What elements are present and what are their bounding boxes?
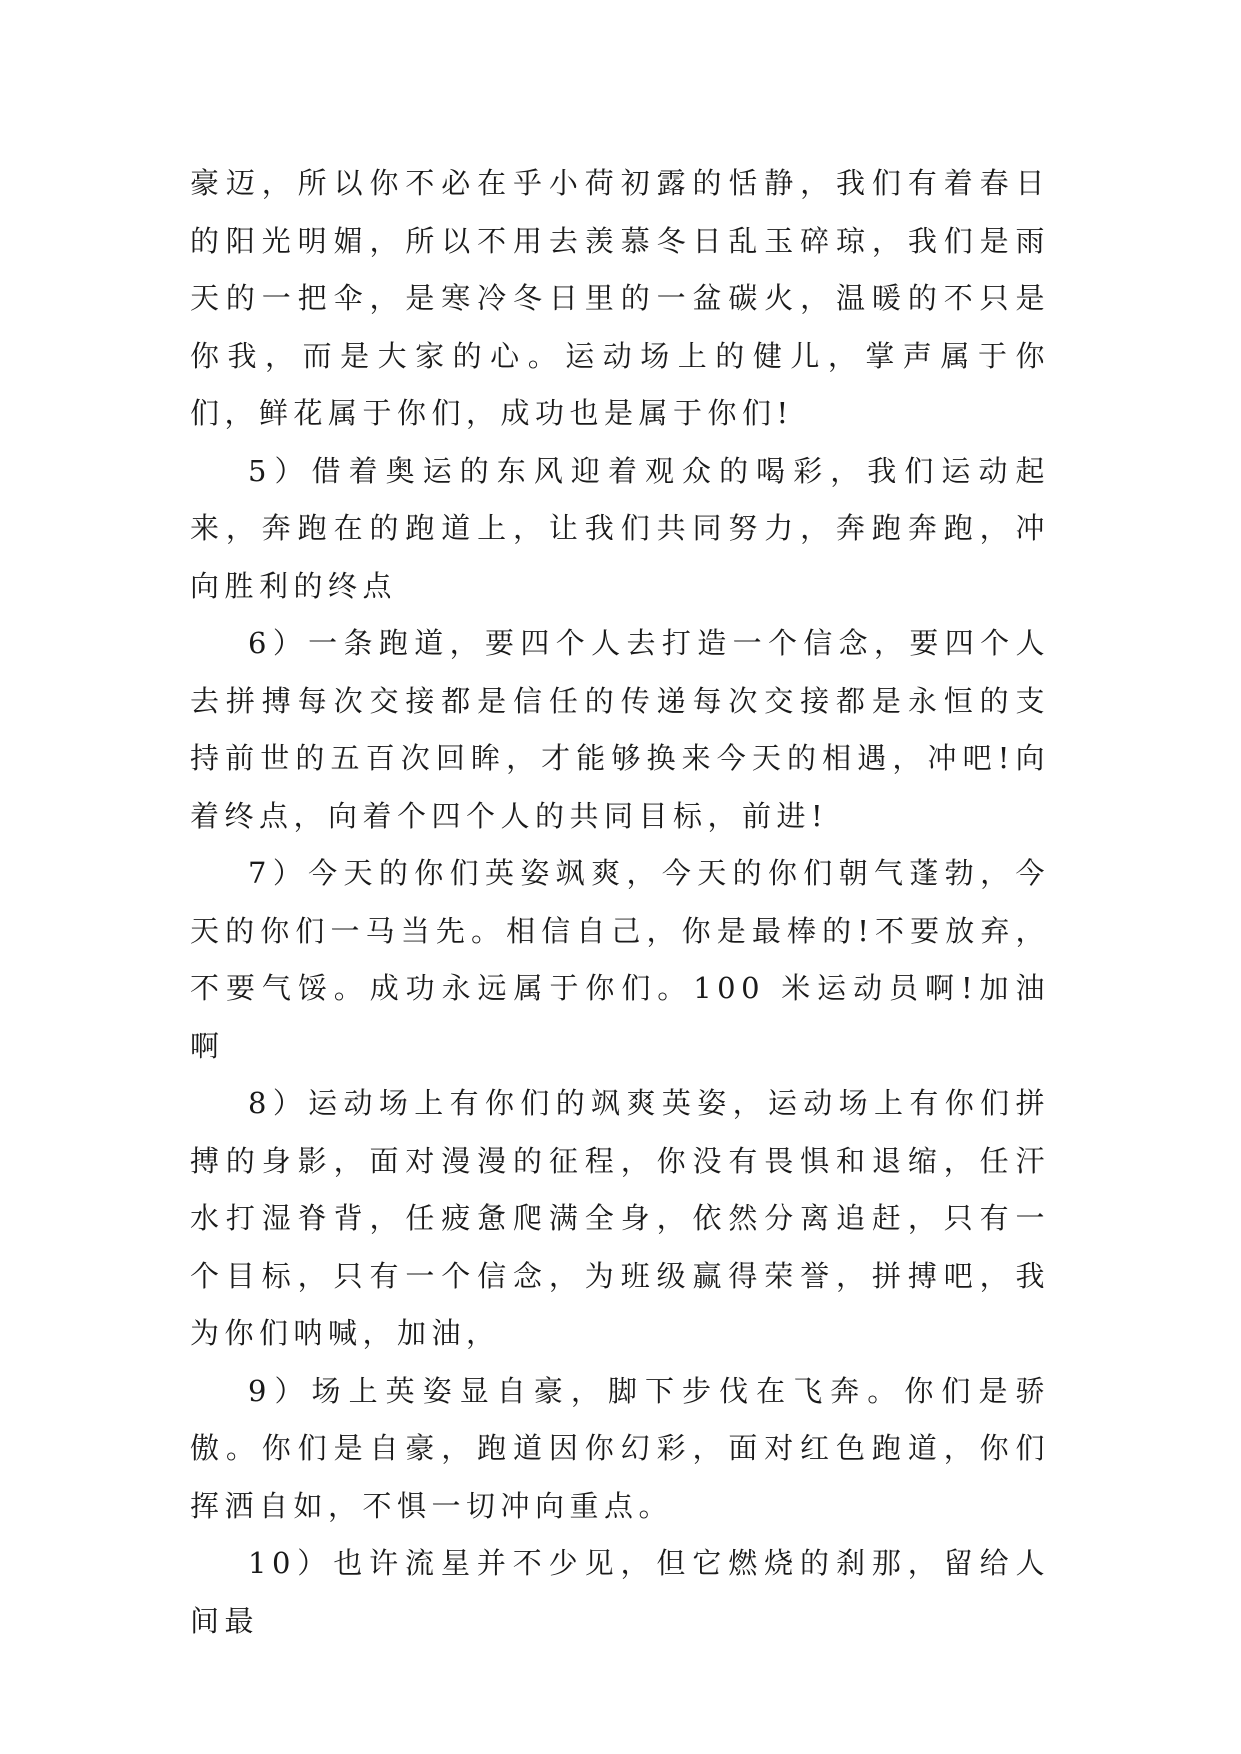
paragraph-continued: 豪迈，所以你不必在乎小荷初露的恬静，我们有着春日的阳光明媚，所以不用去羡慕冬日乱玉碎琼，我们是雨天的一把伞，是寒冷冬日里的一盆碳火，温暖的不只是你我，而是大家的心。运动场上的健儿，掌声属于你们，鲜花属于你们，成功也是属于你们! (190, 166, 1050, 430)
paragraph-item-8: 8）运动场上有你们的飒爽英姿，运动场上有你们拼搏的身影，面对漫漫的征程，你没有畏惧和退缩，任汗水打湿脊背，任疲惫爬满全身，依然分离追赶，只有一个目标，只有一个信念，为班级赢得荣誉，拼搏吧，我为你们呐喊，加油， (190, 1086, 1050, 1350)
paragraph-item-7: 7）今天的你们英姿飒爽，今天的你们朝气蓬勃，今天的你们一马当先。相信自己，你是最棒的!不要放弃，不要气馁。成功永远属于你们。100 米运动员啊!加油啊 (190, 856, 1050, 1063)
paragraph-item-10: 10）也许流星并不少见，但它燃烧的刹那，留给人间最 (190, 1546, 1050, 1638)
paragraph-item-9: 9）场上英姿显自豪，脚下步伐在飞奔。你们是骄傲。你们是自豪，跑道因你幻彩，面对红色跑道，你们挥洒自如，不惧一切冲向重点。 (190, 1373, 1050, 1523)
paragraph-item-5: 5）借着奥运的东风迎着观众的喝彩，我们运动起来，奔跑在的跑道上，让我们共同努力，奔跑奔跑，冲向胜利的终点 (190, 453, 1050, 603)
document-page (190, 155, 1050, 1650)
paragraph-item-6: 6）一条跑道，要四个人去打造一个信念，要四个人去拼搏每次交接都是信任的传递每次交接都是永恒的支持前世的五百次回眸，才能够换来今天的相遇，冲吧!向着终点，向着个四个人的共同目标，前进! (190, 626, 1050, 833)
